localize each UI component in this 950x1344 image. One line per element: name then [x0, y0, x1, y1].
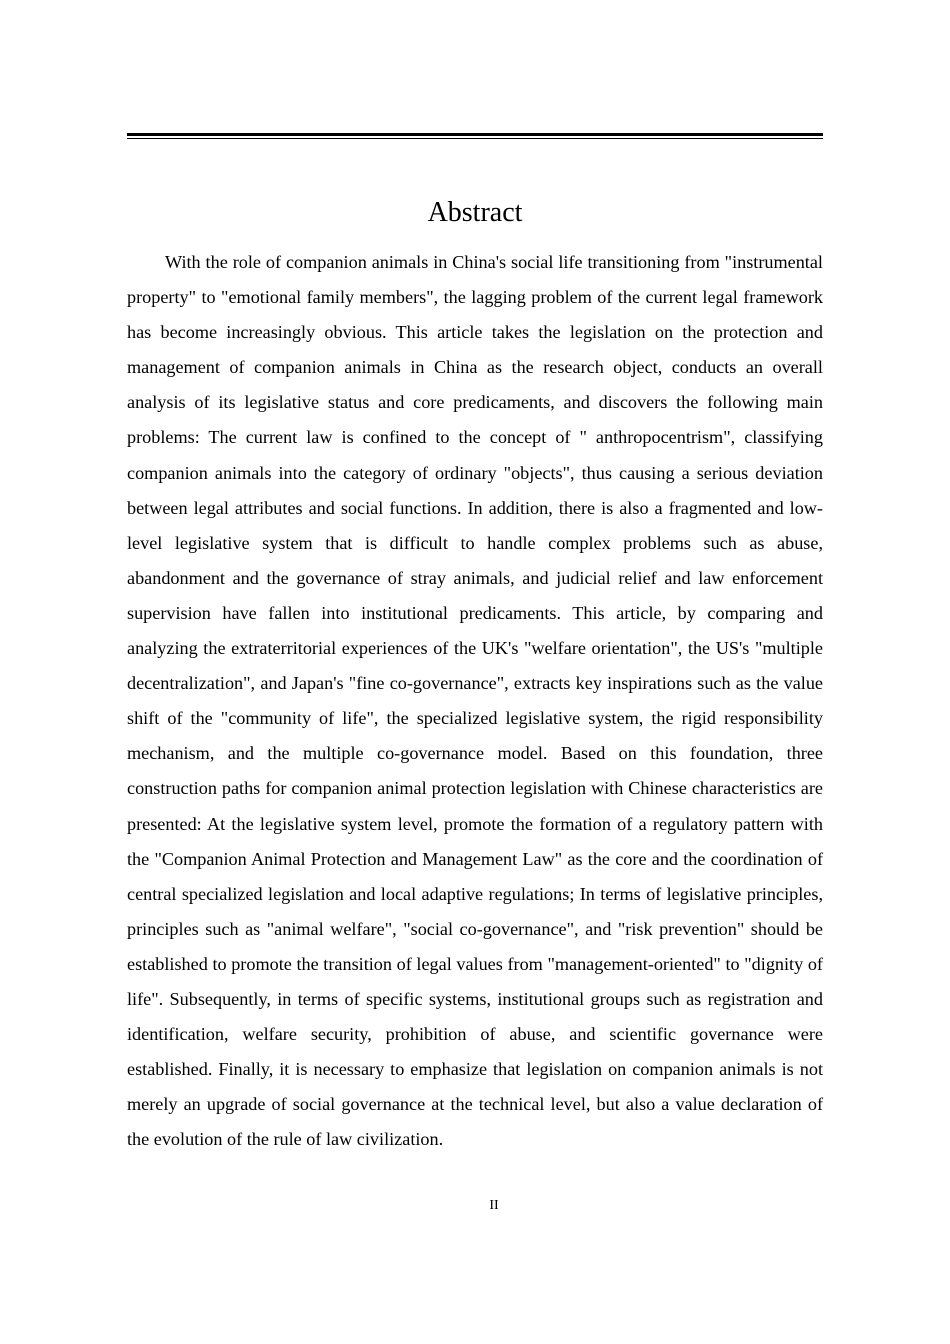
abstract-paragraph: With the role of companion animals in China's social life transitioning from "instrumental property" to "emotional family members", the lagging problem of the current legal framework has become increasingly obvious. This article takes the legislation on the protection and management of companion animals in China as the research object, conducts an overall analysis of its legislative status and core predicaments, and discovers the following main problems: The current law is confined to the concept of " anthropocentrism", classifying companion animals into the category of ordinary "objects", thus causing a serious deviation between legal attributes and social functions. In addition, there is also a fragmented and low-level legislative system that is difficult to handle complex problems such as abuse, abandonment and the governance of stray animals, and judicial relief and law enforcement supervision have fallen into institutional predicaments. This article, by comparing and analyzing the extraterritorial experiences of the UK's "welfare orientation", the US's "multiple decentralization", and Japan's "fine co-governance", extracts key inspirations such as the value shift of the "community of life", the specialized legislative system, the rigid responsibility mechanism, and the multiple co-governance model. Based on this foundation, three construction paths for companion animal protection legislation with Chinese characteristics are presented: At the legislative system level, promote the formation of a regulatory pattern with the "Companion Animal Protection and Management Law" as the core and the coordination of central specialized legislation and local adaptive regulations; In terms of legislative principles, principles such as "animal welfare", "social co-governance", and "risk prevention" should be established to promote the transition of legal values from "management-oriented" to "dignity of life". Subsequently, in terms of specific systems, institutional groups such as registration and identification, welfare security, prohibition of abuse, and scientific governance were established. Finally, it is necessary to emphasize that legislation on companion animals is not merely an upgrade of social governance at the technical level, but also a value declaration of the evolution of the rule of law civilization. [127, 252, 823, 1150]
header-double-rule [127, 133, 823, 139]
page-title: Abstract [427, 196, 523, 228]
page-number: II [489, 1198, 499, 1213]
